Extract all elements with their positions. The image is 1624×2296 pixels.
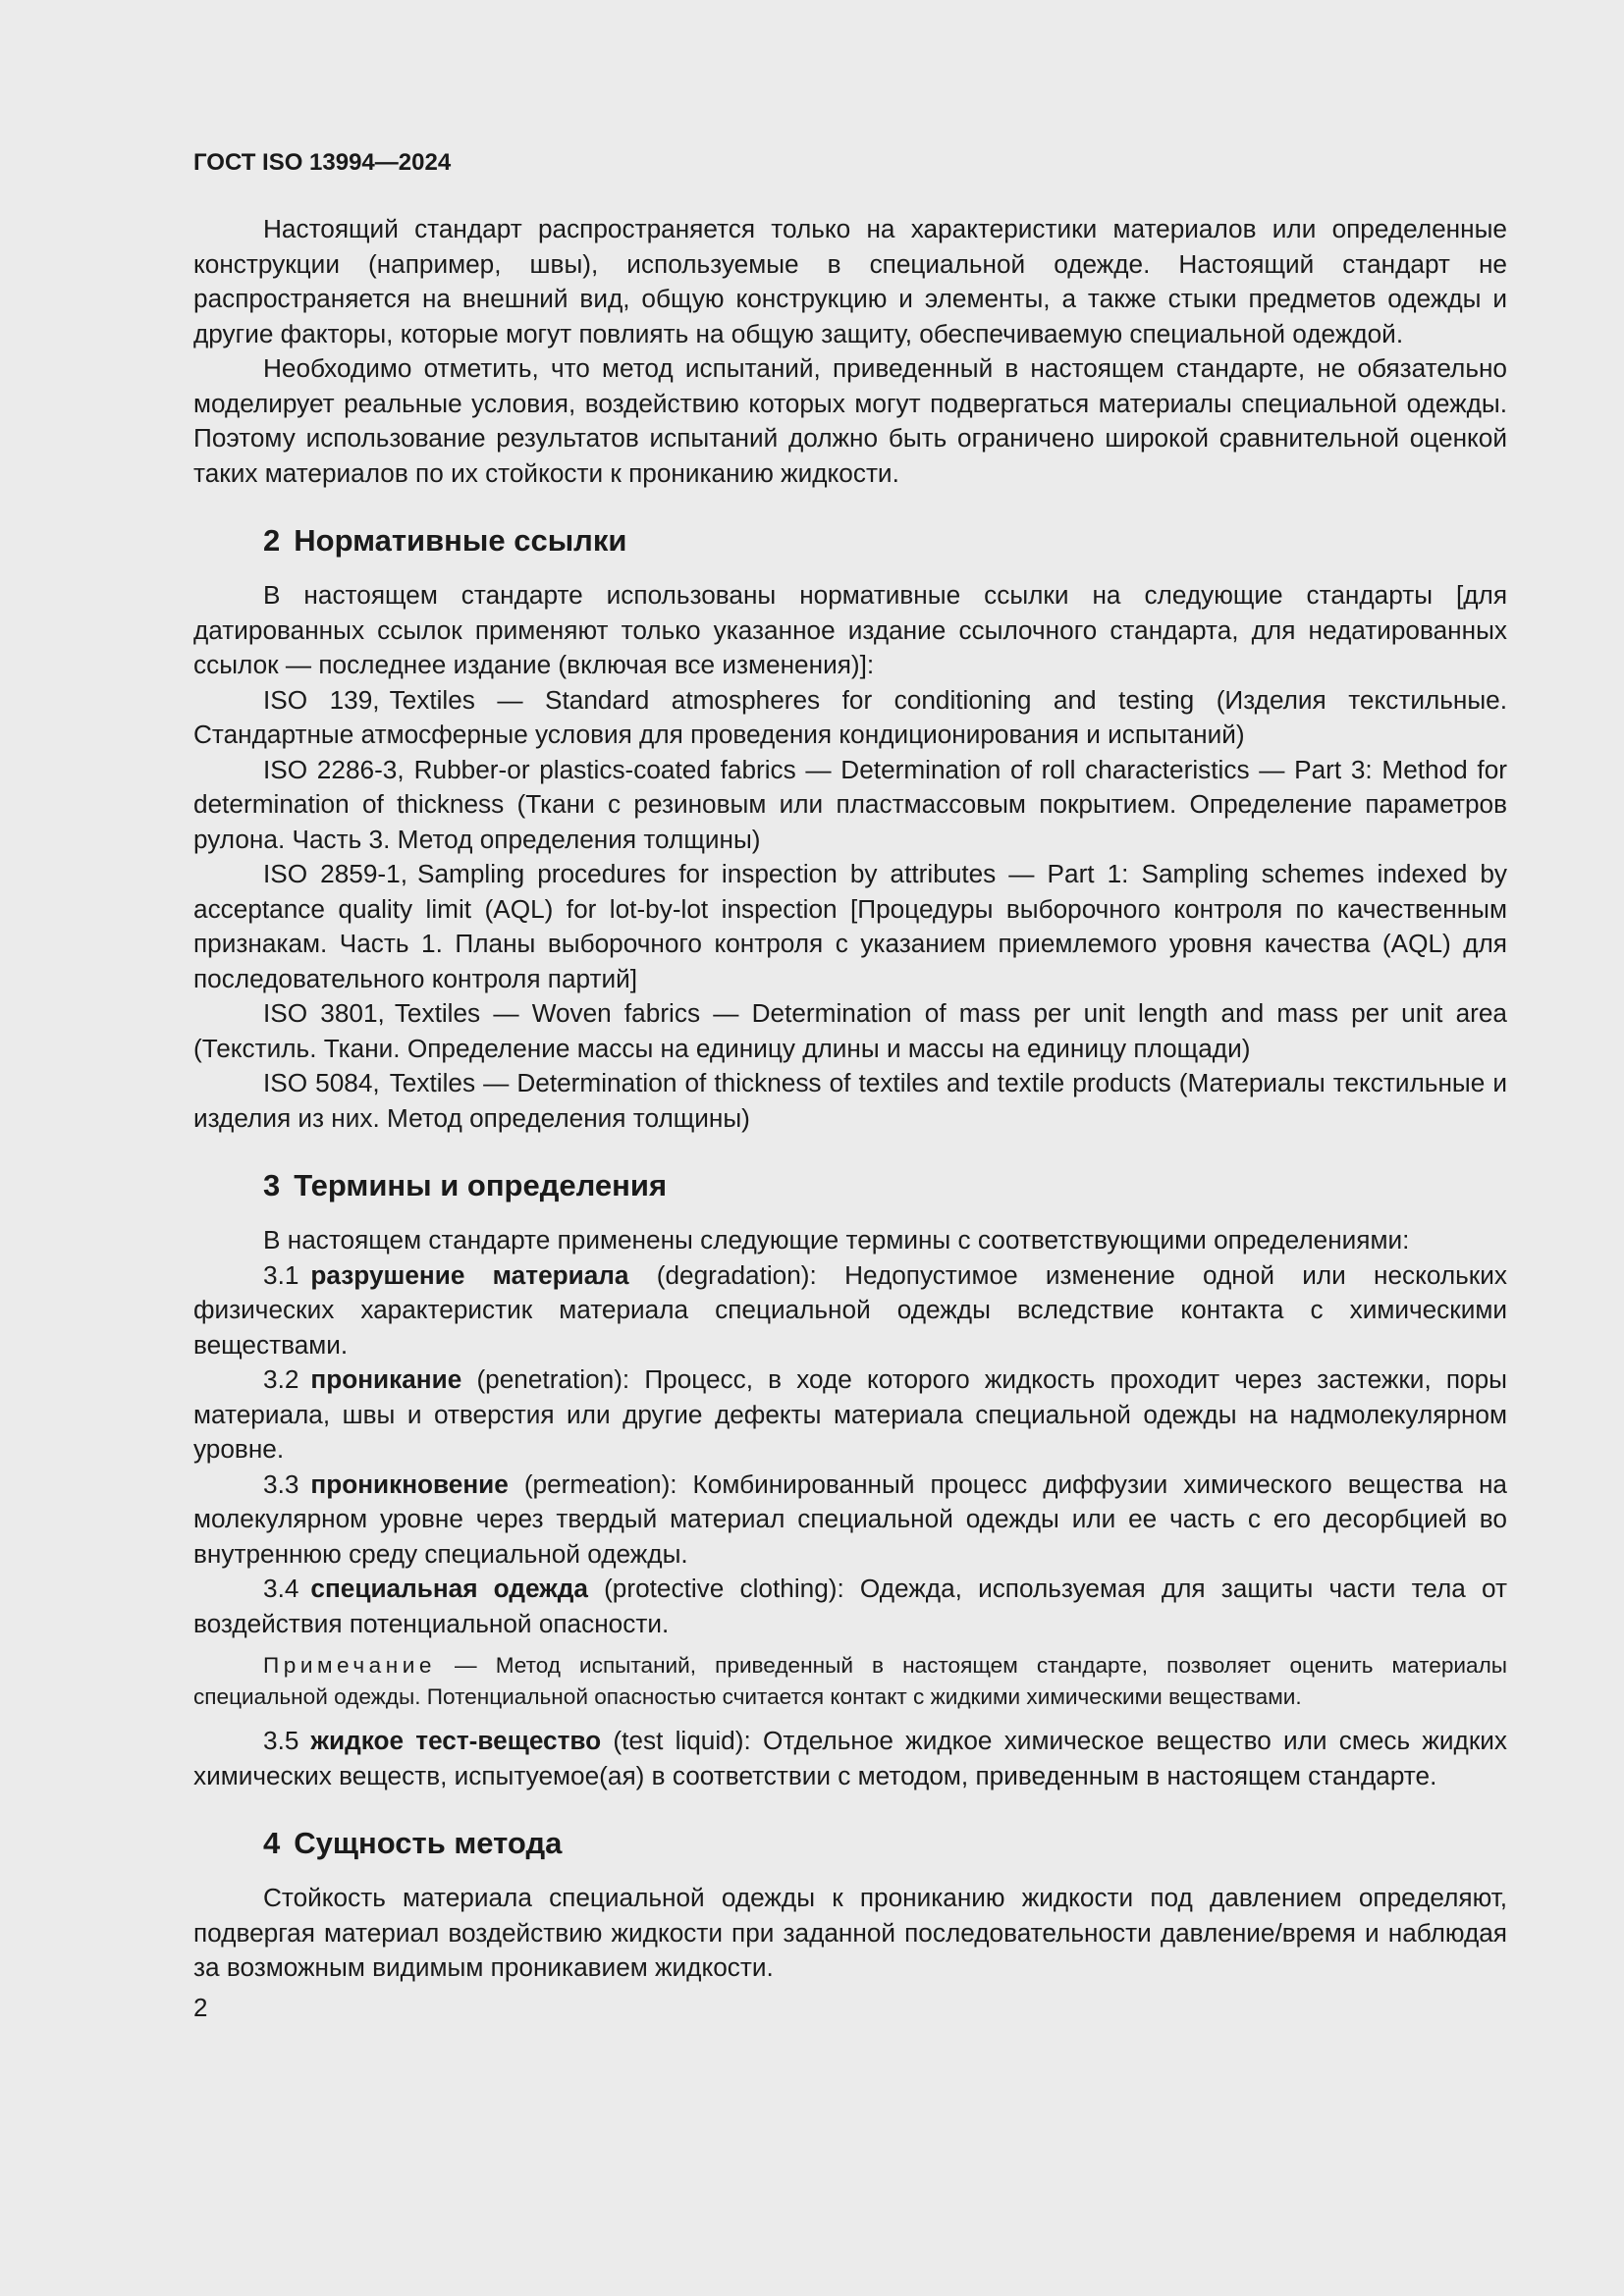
document-page xyxy=(193,137,1507,2025)
term-number: 3.2 xyxy=(263,1364,299,1394)
section-title: Термины и определения xyxy=(294,1168,668,1202)
term-number: 3.5 xyxy=(263,1726,299,1755)
reference-item xyxy=(193,683,1507,753)
section-3-intro: В настоящем стандарте применены следующие термины с соответствующими определениями: xyxy=(263,1225,1410,1255)
reference-text: Sampling procedures for inspection by attributes — Part 1: Sampling schemes indexed by acceptance quality limit (AQL) for lot-by-lot inspection [Процедуры выборочного контроля по качественным признакам. Часть 1. Планы выборочного контроля с указанием приемлемого уровня качества (AQL) для последовательного контроля партий] xyxy=(193,859,1507,993)
term-text: (penetration): Процесс, в ходе которого жидкость проходит через застежки, поры материала, швы и отверстия или другие дефекты материала специальной одежды на надмолекулярном уровне. xyxy=(193,1364,1507,1464)
term-text: (test liquid): Отдельное жидкое химическое вещество или смесь жидких химических веществ, испытуемое(ая) в соответствии с методом, приведенным в настоящем стандарте. xyxy=(193,1726,1507,1790)
reference-item xyxy=(193,996,1507,1066)
note-text: — Метод испытаний, приведенный в настоящем стандарте, позволяет оценить материалы специальной одежды. Потенциальной опасностью считается контакт с жидкими химическими веществами. xyxy=(193,1653,1507,1709)
section-number: 3 xyxy=(263,1168,281,1202)
reference-code: ISO 2859-1, xyxy=(263,859,407,888)
term-definition xyxy=(193,1468,1507,1573)
term-name: проникновение xyxy=(310,1468,509,1499)
term-definition xyxy=(193,1724,1507,1793)
reference-item xyxy=(193,753,1507,858)
reference-item xyxy=(193,857,1507,996)
reference-code: ISO 3801, xyxy=(263,998,385,1028)
term-text: (permeation): Комбинированный процесс диффузии химического вещества на молекулярном уровне через твердый материал специальной одежды или ее часть с его десорбцией во внутреннюю среду специальной одежды. xyxy=(193,1468,1507,1569)
reference-code: ISO 5084, xyxy=(263,1068,380,1097)
reference-text: Textiles — Determination of thickness of textiles and textile products (Материалы текстильные и изделия из них. Метод определения толщины) xyxy=(193,1068,1507,1133)
reference-code: ISO 139, xyxy=(263,684,380,715)
intro-paragraph-1: Настоящий стандарт распространяется только на характеристики материалов или определенные конструкции (например, швы), используемые в специальной одежде. Настоящий стандарт не распространяется на внешний вид, общую конструкцию и элементы, а также стыки предметов одежды и другие факторы, которые могут повлиять на общую защиту, обеспечиваемую специальной одеждой. xyxy=(193,214,1507,348)
reference-item xyxy=(193,1066,1507,1136)
reference-code: ISO 2286-3, xyxy=(263,754,405,784)
section-2-heading xyxy=(263,521,1507,561)
section-number: 4 xyxy=(263,1826,281,1860)
section-number: 2 xyxy=(263,523,281,558)
term-text: (protective clothing): Одежда, используемая для защиты части тела от воздействия потенциальной опасности. xyxy=(193,1574,1507,1638)
note xyxy=(193,1650,1507,1713)
intro-paragraph-2: Необходимо отметить, что метод испытаний, приведенный в настоящем стандарте, не обязательно моделирует реальные условия, воздействию которых могут подвергаться материалы специальной одежды. Поэтому использование результатов испытаний должно быть ограничено широкой сравнительной оценкой таких материалов по их стойкости к прониканию жидкости. xyxy=(193,353,1507,488)
term-definition xyxy=(193,1362,1507,1468)
term-number: 3.1 xyxy=(263,1259,299,1290)
term-name: разрушение материала xyxy=(310,1259,629,1290)
term-number: 3.4 xyxy=(263,1574,299,1603)
reference-text: Textiles — Woven fabrics — Determination of mass per unit length and mass per unit area (Текстиль. Ткани. Определение массы на единицу длины и массы на единицу площади) xyxy=(193,998,1507,1063)
term-name: специальная одежда xyxy=(310,1574,588,1603)
term-definition xyxy=(193,1258,1507,1363)
page-number: 2 xyxy=(193,1992,208,2022)
section-title: Сущность метода xyxy=(294,1826,563,1860)
document-header: ГОСТ ISO 13994—2024 xyxy=(193,149,452,176)
section-2-intro: В настоящем стандарте использованы нормативные ссылки на следующие стандарты [для датированных ссылок применяют только указанное издание ссылочного стандарта, для недатированных ссылок — последнее издание (включая все изменения)]: xyxy=(193,580,1507,679)
section-3-heading xyxy=(263,1166,1507,1205)
term-name: проникание xyxy=(310,1364,462,1394)
reference-text: Textiles — Standard atmospheres for conditioning and testing (Изделия текстильные. Стандартные атмосферные условия для проведения кондиционирования и испытаний) xyxy=(193,684,1507,749)
term-definition xyxy=(193,1572,1507,1641)
section-title: Нормативные ссылки xyxy=(294,523,627,558)
section-4-heading xyxy=(263,1824,1507,1863)
note-label: Примечание xyxy=(263,1653,436,1678)
section-4-paragraph: Стойкость материала специальной одежды к прониканию жидкости под давлением определяют, подвергая материал воздействию жидкости при заданной последовательности давление/время и наблюдая за возможным видимым проникавием жидкости. xyxy=(193,1883,1507,1982)
term-text: (degradation): Недопустимое изменение одной или нескольких физических характеристик материала специальной одежды вследствие контакта с химическими веществами. xyxy=(193,1259,1507,1360)
term-number: 3.3 xyxy=(263,1468,299,1499)
reference-text: Rubber-or plastics-coated fabrics — Determination of roll characteristics — Part 3: Method for determination of thickness (Ткани с резиновым или пластмассовым покрытием. Определение параметров рулона. Часть 3. Метод определения толщины) xyxy=(193,754,1507,854)
term-name: жидкое тест-вещество xyxy=(310,1726,602,1755)
